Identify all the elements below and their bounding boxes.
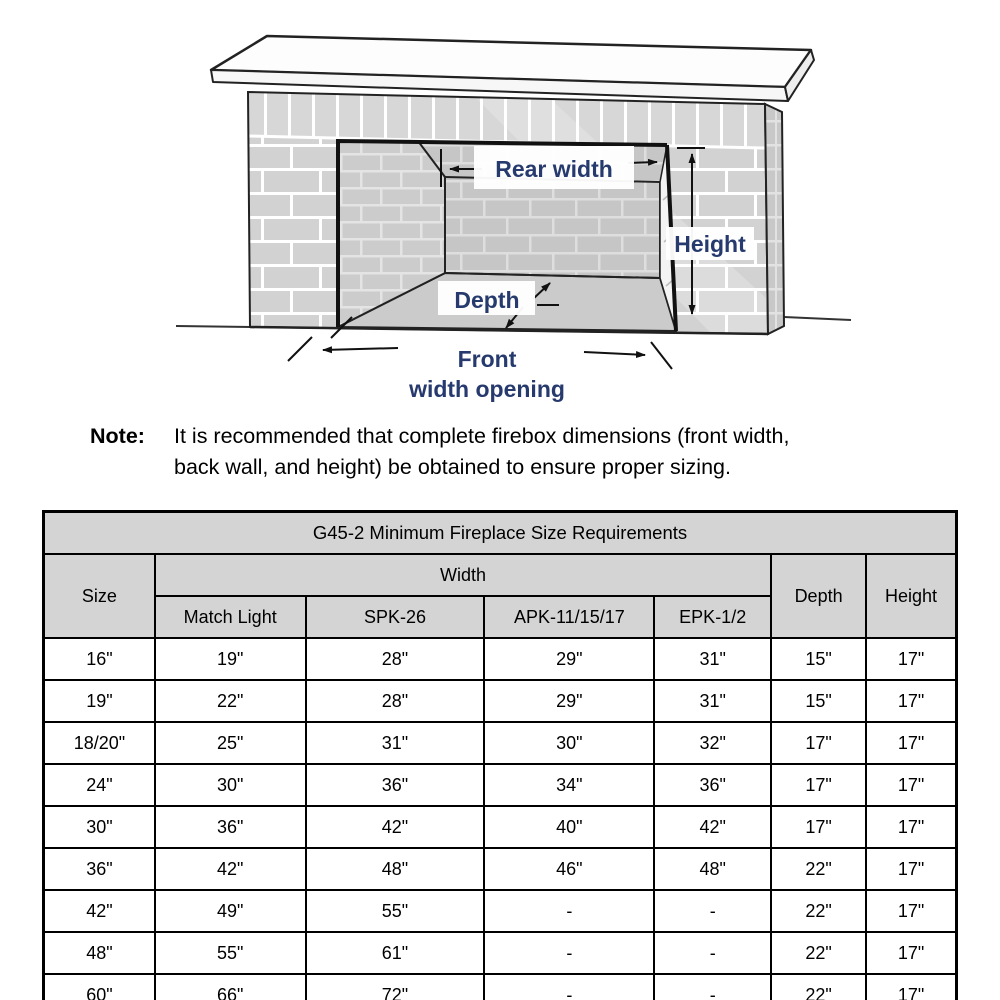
table-cell: 49"	[155, 890, 306, 932]
table-cell: 31"	[654, 680, 771, 722]
table-cell: 42"	[44, 890, 155, 932]
table-cell: 30"	[484, 722, 654, 764]
table-cell: 19"	[44, 680, 155, 722]
depth-label: Depth	[454, 287, 520, 313]
brick-side-face	[765, 104, 784, 334]
note-label: Note:	[90, 424, 145, 448]
column-header-width-group: Width	[155, 554, 771, 596]
table-cell: -	[654, 974, 771, 1000]
table-row	[44, 848, 957, 890]
table-cell: 28"	[306, 680, 485, 722]
table-cell: 42"	[306, 806, 485, 848]
table-cell: 42"	[654, 806, 771, 848]
table-cell: 48"	[44, 932, 155, 974]
table-cell: 17"	[866, 638, 956, 680]
fireplace-size-table	[42, 510, 958, 1000]
note-line: back wall, and height) be obtained to ensure proper sizing.	[174, 455, 731, 479]
column-header-height: Height	[866, 554, 956, 638]
table-cell: 30"	[155, 764, 306, 806]
table-cell: 22"	[155, 680, 306, 722]
table-cell: 36"	[44, 848, 155, 890]
note-text	[174, 421, 789, 483]
rear-width-label: Rear width	[495, 156, 613, 182]
table-row	[44, 974, 957, 1000]
ground-line-left	[176, 326, 251, 327]
table-cell: 32"	[654, 722, 771, 764]
table-cell: 15"	[771, 638, 866, 680]
table-cell: 22"	[771, 974, 866, 1000]
table-cell: 16"	[44, 638, 155, 680]
table-cell: 55"	[155, 932, 306, 974]
table-cell: 42"	[155, 848, 306, 890]
table-cell: 17"	[771, 722, 866, 764]
table-cell: 22"	[771, 848, 866, 890]
table-row	[44, 764, 957, 806]
table-cell: 17"	[771, 764, 866, 806]
column-header-match-light: Match Light	[155, 596, 306, 638]
front-width-label-line2: width opening	[409, 376, 565, 402]
table-cell: 17"	[866, 722, 956, 764]
column-header-depth: Depth	[771, 554, 866, 638]
table-cell: 66"	[155, 974, 306, 1000]
table-cell: -	[654, 932, 771, 974]
table-cell: 17"	[866, 764, 956, 806]
table-cell: 48"	[654, 848, 771, 890]
table-row	[44, 680, 957, 722]
table-cell: 17"	[771, 806, 866, 848]
table-cell: 18/20"	[44, 722, 155, 764]
table-cell: 36"	[306, 764, 485, 806]
table-cell: 28"	[306, 638, 485, 680]
table-row	[44, 806, 957, 848]
mantel-shelf	[211, 36, 814, 101]
table-cell: 17"	[866, 890, 956, 932]
table-cell: 60"	[44, 974, 155, 1000]
table-cell: 46"	[484, 848, 654, 890]
table-cell: 36"	[654, 764, 771, 806]
table-row	[44, 722, 957, 764]
table-cell: 30"	[44, 806, 155, 848]
table-cell: 34"	[484, 764, 654, 806]
table-cell: 17"	[866, 848, 956, 890]
table-cell: 22"	[771, 890, 866, 932]
table-row	[44, 890, 957, 932]
table-cell: 17"	[866, 974, 956, 1000]
table-cell: 29"	[484, 638, 654, 680]
table-cell: 55"	[306, 890, 485, 932]
table-cell: -	[484, 974, 654, 1000]
table-cell: 40"	[484, 806, 654, 848]
table-cell: 19"	[155, 638, 306, 680]
table-cell: 31"	[654, 638, 771, 680]
table-cell: 36"	[155, 806, 306, 848]
table-cell: 15"	[771, 680, 866, 722]
front-width-label-line1: Front	[457, 346, 517, 372]
table-cell: -	[484, 890, 654, 932]
table-cell: 72"	[306, 974, 485, 1000]
column-header-size: Size	[44, 554, 155, 638]
table-cell: 24"	[44, 764, 155, 806]
table-cell: 31"	[306, 722, 485, 764]
table-cell: 17"	[866, 932, 956, 974]
table-cell: 17"	[866, 680, 956, 722]
column-header-spk26: SPK-26	[306, 596, 485, 638]
table-cell: 25"	[155, 722, 306, 764]
table-cell: 61"	[306, 932, 485, 974]
table-title: G45-2 Minimum Fireplace Size Requirements	[44, 512, 957, 555]
table-cell: -	[484, 932, 654, 974]
table-cell: -	[654, 890, 771, 932]
note-line: It is recommended that complete firebox dimensions (front width,	[174, 424, 790, 448]
table-cell: 17"	[866, 806, 956, 848]
note	[90, 421, 930, 483]
column-header-epk: EPK-1/2	[654, 596, 771, 638]
height-label: Height	[674, 231, 746, 257]
table-cell: 48"	[306, 848, 485, 890]
table-cell: 22"	[771, 932, 866, 974]
column-header-apk: APK-11/15/17	[484, 596, 654, 638]
table-cell: 29"	[484, 680, 654, 722]
ground-line-right	[784, 317, 851, 320]
table-row	[44, 932, 957, 974]
fireplace-diagram	[165, 5, 855, 405]
table-row	[44, 638, 957, 680]
